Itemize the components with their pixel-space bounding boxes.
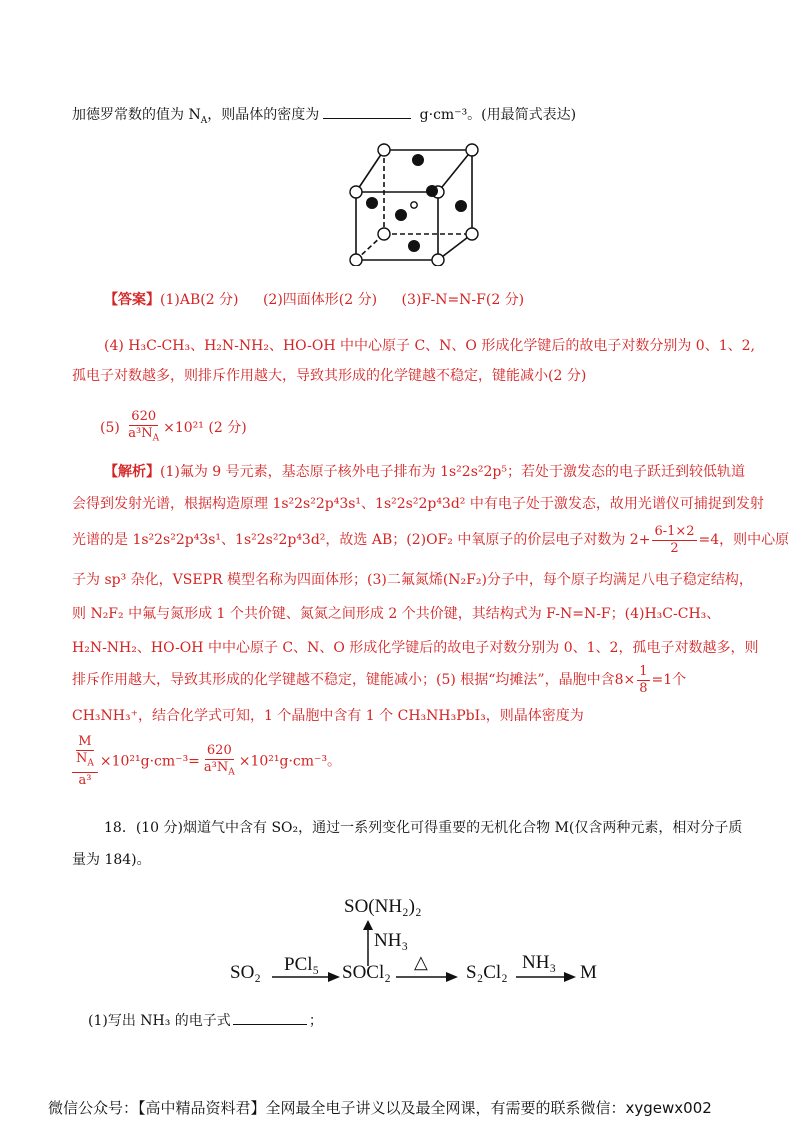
scheme-top-product: SO(NH₂)₂: [344, 896, 422, 917]
arrow-1: [272, 972, 340, 982]
crystal-cell-diagram: [348, 142, 480, 266]
analysis-line3: [72, 520, 789, 560]
arrow-2: [396, 972, 458, 982]
scheme-reagent-3: NH₃: [522, 952, 557, 973]
scheme-heat-symbol: △: [414, 952, 428, 972]
na-symbol: N: [76, 751, 88, 766]
analysis-line2: 会得到发射光谱，根据构造原理 1s²2s²2p⁴3s¹、1s²2s²2p⁴3d² 中有电子处于激发态，故用光谱仪可捕捉到发射: [72, 496, 764, 512]
density-mid: ×10²¹g·cm⁻³=: [99, 753, 200, 770]
analysis-fraction-2: [637, 664, 649, 697]
analysis-line4: 子为 sp³ 杂化，VSEPR 模型名称为四面体形；(3)二氟氮烯(N₂F₂)分子中，每个原子均满足八电子稳定结构，: [72, 572, 753, 588]
answer-line: [104, 290, 524, 310]
density-right-den-sub: A: [228, 767, 235, 778]
scheme-end: M: [580, 962, 597, 983]
m-symbol: M: [78, 734, 92, 749]
scheme-up-reagent: NH₃: [374, 930, 409, 951]
q18-sub1-end: ；: [308, 1013, 323, 1029]
analysis-fraction-1: [652, 524, 696, 557]
analysis-frac1-den: 2: [670, 540, 679, 556]
density-right-num: 620: [206, 742, 232, 758]
analysis-text-3a: 光谱的是 1s²2s²2p⁴3s¹、1s²2s²2p⁴3d²，故选 AB；(2)OF₂ 中氧原子的价层电子对数为 2+: [72, 532, 651, 548]
density-right-den: a³N: [203, 759, 229, 775]
analysis-frac2-pre: 8×: [614, 672, 636, 688]
answer5-prefix: (5): [100, 420, 120, 436]
density-fraction-right: [202, 743, 237, 781]
q-text-unit: g·cm⁻³。(用最简式表达): [415, 107, 577, 123]
q18-line2: 量为 184)。: [72, 852, 151, 868]
q18-sub1-blank[interactable]: [233, 1010, 307, 1025]
arrow-3: [516, 972, 576, 982]
density-question-line: [72, 104, 576, 131]
q18-sub1-text: (1)写出 NH₃ 的电子式: [88, 1013, 231, 1029]
answer5-fraction: [126, 409, 161, 447]
analysis-frac2-den: 8: [639, 680, 648, 696]
analysis-line6: H₂N-NH₂、HO-OH 中中心原子 C、N、O 形成化学键后的故电子对数分别为 0、1、2，孤电子对数越多，则: [72, 640, 759, 656]
up-arrow: [362, 920, 374, 966]
q18-line1: 18．(10 分)烟道气中含有 SO₂，通过一系列变化可得重要的无机化合物 M(仅含两种元素，相对分子质: [104, 820, 743, 836]
answer-part2: (2)四面体形(2 分): [262, 292, 378, 308]
analysis-label: 【解析】: [104, 464, 160, 480]
density-fraction-left: [72, 734, 98, 789]
answer-part1: (1)AB(2 分): [160, 292, 239, 308]
answer4-line1: (4) H₃C-CH₃、H₂N-NH₂、HO-OH 中中心原子 C、N、O 形成化学键后的故电子对数分别为 0、1、2,: [104, 338, 755, 354]
q-text-sub: A: [200, 115, 208, 126]
scheme-mid: SOCl₂: [342, 962, 391, 983]
analysis-line7: [72, 660, 686, 700]
answer-blank[interactable]: [323, 104, 411, 119]
answer4-line2: 孤电子对数越多，则排斥作用越大，导致其形成的化学键越不稳定，键能减小(2 分): [72, 368, 587, 384]
density-end: ×10²¹g·cm⁻³。: [238, 753, 342, 770]
scheme-reagent-1: PCl₅: [284, 954, 320, 975]
analysis-text-7b: =1个: [651, 672, 687, 688]
analysis-text-7a: 排斥作用越大，导致其形成的化学键越不稳定，键能减小；(5) 根据“均摊法”，晶胞中含: [72, 672, 615, 688]
m-over-na: [74, 734, 96, 772]
analysis-text-1: (1)氟为 9 号元素，基态原子核外电子排布为 1s²2s²2p⁵；若处于激发态的电子跃迁到较低轨道: [160, 464, 745, 480]
a-cubed: a³: [78, 772, 92, 788]
scheme-start: SO₂: [230, 962, 261, 983]
answer5-line: [100, 408, 247, 448]
answer5-times: ×10²¹: [163, 420, 204, 436]
answer5-score: (2 分): [208, 420, 247, 436]
analysis-line5: 则 N₂F₂ 中氟与氮形成 1 个共价键、氮氮之间形成 2 个共价键，其结构式为 F-N=N-F；(4)H₃C-CH₃、: [72, 606, 721, 622]
analysis-text-3b: =4，则中心原: [698, 532, 790, 548]
answer-part3: (3)F-N=N-F(2 分): [401, 292, 525, 308]
q-text-2: ，则晶体的密度为: [207, 107, 320, 123]
analysis-frac1-num: 6-1×2: [654, 523, 695, 539]
answer5-num: 620: [131, 409, 157, 425]
answer5-den: a³N: [128, 426, 153, 442]
scheme-s2cl2: S₂Cl₂: [466, 962, 508, 983]
analysis-line8: CH₃NH₃⁺，结合化学式可知，1 个晶胞中含有 1 个 CH₃NH₃PbI₃，则晶体密度为: [72, 708, 584, 724]
footer-note: 微信公众号：【高中精品资料君】全网最全电子讲义以及最全网课，有需要的联系微信：xygewx002: [48, 1099, 712, 1117]
answer-label: 【答案】: [104, 292, 160, 308]
analysis-line1: [104, 462, 745, 482]
density-left-num: [72, 734, 98, 773]
na-sub: A: [87, 758, 94, 769]
analysis-line9: [72, 734, 341, 789]
analysis-frac2-num: 1: [639, 663, 648, 679]
q18-sub1: [88, 1010, 323, 1031]
q-text-1: 加德罗常数的值为 N: [72, 107, 201, 123]
answer5-den-sub: A: [152, 433, 160, 444]
